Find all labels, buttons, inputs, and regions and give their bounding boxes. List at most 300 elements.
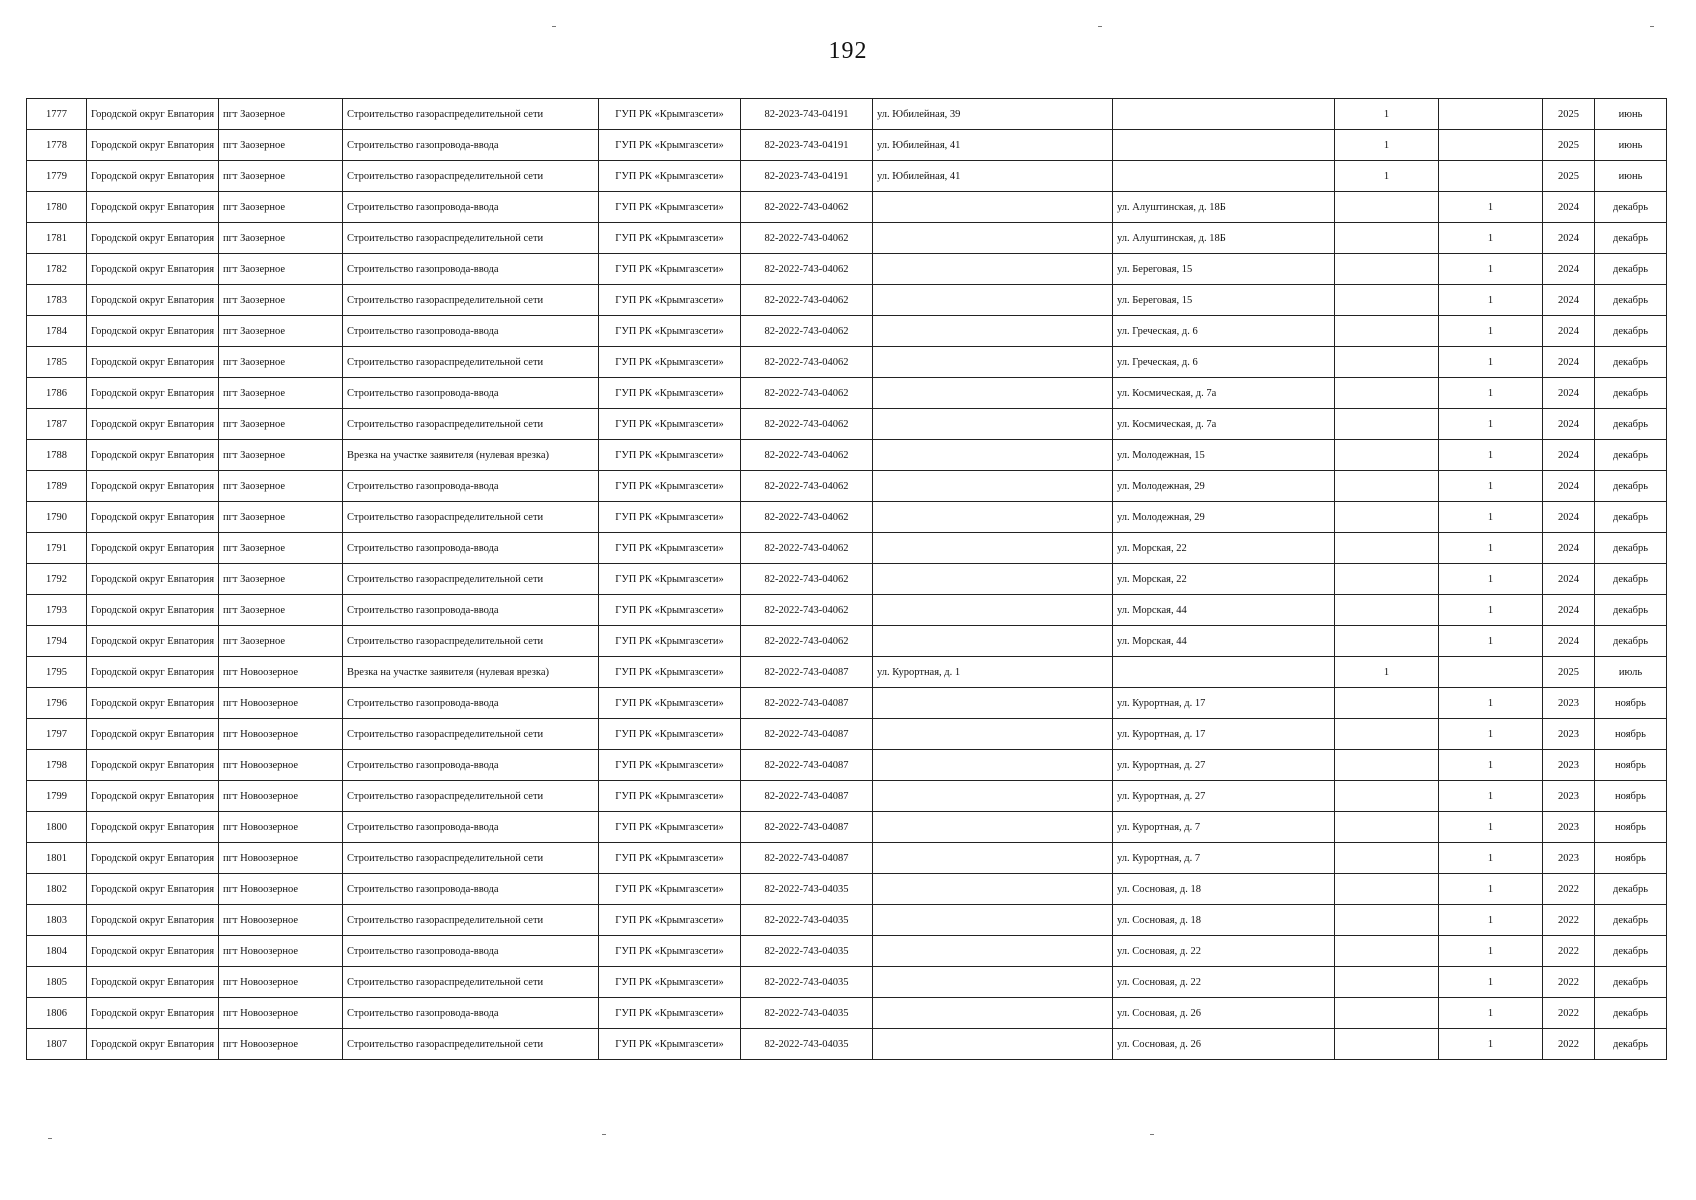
organization-cell: ГУП РК «Крымгазсети» [599,812,741,843]
district-cell: Городской округ Евпатория [87,998,219,1029]
organization-cell: ГУП РК «Крымгазсети» [599,254,741,285]
scan-speck [1650,26,1654,27]
address-cell-b: ул. Сосновая, д. 26 [1113,998,1335,1029]
table-row [27,347,1667,378]
count-cell-b: 1 [1439,719,1543,750]
month-cell: декабрь [1595,409,1667,440]
address-cell-a [873,843,1113,874]
table-row [27,874,1667,905]
table-row [27,254,1667,285]
month-cell: декабрь [1595,998,1667,1029]
address-cell-b: ул. Курортная, д. 7 [1113,812,1335,843]
month-cell: декабрь [1595,378,1667,409]
contract-number-cell: 82-2022-743-04062 [741,409,873,440]
year-cell: 2024 [1543,223,1595,254]
count-cell-b: 1 [1439,874,1543,905]
address-cell-b: ул. Морская, 44 [1113,626,1335,657]
contract-number-cell: 82-2022-743-04062 [741,626,873,657]
count-cell-a [1335,471,1439,502]
year-cell: 2022 [1543,1029,1595,1060]
year-cell: 2022 [1543,936,1595,967]
count-cell-b: 1 [1439,812,1543,843]
year-cell: 2022 [1543,967,1595,998]
district-cell: Городской округ Евпатория [87,440,219,471]
district-cell: Городской округ Евпатория [87,223,219,254]
count-cell-a [1335,502,1439,533]
work-type-cell: Строительство газораспределительной сети [343,719,599,750]
year-cell: 2023 [1543,688,1595,719]
work-type-cell: Строительство газопровода-ввода [343,378,599,409]
table-row [27,130,1667,161]
year-cell: 2023 [1543,843,1595,874]
count-cell-b: 1 [1439,781,1543,812]
address-cell-b: ул. Курортная, д. 7 [1113,843,1335,874]
work-type-cell: Строительство газораспределительной сети [343,99,599,130]
year-cell: 2025 [1543,99,1595,130]
table-row [27,161,1667,192]
row-number: 1803 [27,905,87,936]
organization-cell: ГУП РК «Крымгазсети» [599,99,741,130]
contract-number-cell: 82-2022-743-04035 [741,1029,873,1060]
count-cell-a [1335,254,1439,285]
contract-number-cell: 82-2022-743-04087 [741,843,873,874]
settlement-cell: пгт Заозерное [219,192,343,223]
year-cell: 2025 [1543,657,1595,688]
work-type-cell: Строительство газопровода-ввода [343,595,599,626]
month-cell: декабрь [1595,533,1667,564]
organization-cell: ГУП РК «Крымгазсети» [599,688,741,719]
organization-cell: ГУП РК «Крымгазсети» [599,564,741,595]
count-cell-a [1335,750,1439,781]
count-cell-a [1335,595,1439,626]
year-cell: 2024 [1543,192,1595,223]
month-cell: ноябрь [1595,843,1667,874]
contract-number-cell: 82-2022-743-04062 [741,347,873,378]
district-cell: Городской округ Евпатория [87,471,219,502]
organization-cell: ГУП РК «Крымгазсети» [599,626,741,657]
organization-cell: ГУП РК «Крымгазсети» [599,316,741,347]
address-cell-b: ул. Морская, 44 [1113,595,1335,626]
row-number: 1787 [27,409,87,440]
work-type-cell: Строительство газопровода-ввода [343,936,599,967]
address-cell-b: ул. Сосновая, д. 22 [1113,967,1335,998]
settlement-cell: пгт Новоозерное [219,874,343,905]
district-cell: Городской округ Евпатория [87,905,219,936]
address-cell-a: ул. Юбилейная, 41 [873,130,1113,161]
district-cell: Городской округ Евпатория [87,316,219,347]
count-cell-a [1335,285,1439,316]
count-cell-a [1335,192,1439,223]
scan-speck [48,1138,52,1139]
organization-cell: ГУП РК «Крымгазсети» [599,347,741,378]
month-cell: июль [1595,657,1667,688]
address-cell-a [873,254,1113,285]
work-type-cell: Строительство газораспределительной сети [343,564,599,595]
month-cell: декабрь [1595,905,1667,936]
month-cell: ноябрь [1595,750,1667,781]
settlement-cell: пгт Заозерное [219,130,343,161]
count-cell-b: 1 [1439,688,1543,719]
row-number: 1778 [27,130,87,161]
address-cell-a [873,533,1113,564]
address-cell-b: ул. Алуштинская, д. 18Б [1113,223,1335,254]
contract-number-cell: 82-2022-743-04062 [741,533,873,564]
district-cell: Городской округ Евпатория [87,285,219,316]
organization-cell: ГУП РК «Крымгазсети» [599,905,741,936]
district-cell: Городской округ Евпатория [87,1029,219,1060]
contract-number-cell: 82-2022-743-04062 [741,502,873,533]
district-cell: Городской округ Евпатория [87,874,219,905]
settlement-cell: пгт Новоозерное [219,812,343,843]
row-number: 1801 [27,843,87,874]
address-cell-b: ул. Молодежная, 15 [1113,440,1335,471]
row-number: 1799 [27,781,87,812]
district-cell: Городской округ Евпатория [87,378,219,409]
year-cell: 2023 [1543,750,1595,781]
work-type-cell: Строительство газопровода-ввода [343,130,599,161]
address-cell-b: ул. Береговая, 15 [1113,254,1335,285]
settlement-cell: пгт Новоозерное [219,781,343,812]
work-type-cell: Строительство газораспределительной сети [343,843,599,874]
address-cell-a [873,750,1113,781]
work-type-cell: Строительство газопровода-ввода [343,533,599,564]
settlement-cell: пгт Заозерное [219,285,343,316]
count-cell-b: 1 [1439,347,1543,378]
work-type-cell: Строительство газораспределительной сети [343,161,599,192]
table-row [27,967,1667,998]
row-number: 1806 [27,998,87,1029]
scan-speck [1098,26,1102,27]
contract-number-cell: 82-2022-743-04087 [741,657,873,688]
address-cell-a [873,688,1113,719]
count-cell-a [1335,967,1439,998]
row-number: 1782 [27,254,87,285]
contract-number-cell: 82-2022-743-04062 [741,223,873,254]
count-cell-a: 1 [1335,161,1439,192]
row-number: 1786 [27,378,87,409]
count-cell-b: 1 [1439,192,1543,223]
count-cell-a: 1 [1335,657,1439,688]
address-cell-a: ул. Юбилейная, 41 [873,161,1113,192]
table-row [27,533,1667,564]
count-cell-a [1335,998,1439,1029]
month-cell: декабрь [1595,967,1667,998]
row-number: 1794 [27,626,87,657]
table-row [27,626,1667,657]
settlement-cell: пгт Заозерное [219,440,343,471]
month-cell: декабрь [1595,502,1667,533]
month-cell: декабрь [1595,440,1667,471]
table-row [27,719,1667,750]
year-cell: 2024 [1543,440,1595,471]
table-row [27,440,1667,471]
count-cell-a [1335,626,1439,657]
district-cell: Городской округ Евпатория [87,409,219,440]
row-number: 1804 [27,936,87,967]
organization-cell: ГУП РК «Крымгазсети» [599,936,741,967]
row-number: 1784 [27,316,87,347]
address-cell-b: ул. Сосновая, д. 18 [1113,905,1335,936]
district-cell: Городской округ Евпатория [87,719,219,750]
year-cell: 2024 [1543,595,1595,626]
address-cell-b: ул. Космическая, д. 7а [1113,378,1335,409]
address-cell-b: ул. Греческая, д. 6 [1113,316,1335,347]
address-cell-b: ул. Курортная, д. 27 [1113,750,1335,781]
address-cell-b: ул. Сосновая, д. 26 [1113,1029,1335,1060]
contract-number-cell: 82-2023-743-04191 [741,130,873,161]
district-cell: Городской округ Евпатория [87,843,219,874]
address-cell-b: ул. Алуштинская, д. 18Б [1113,192,1335,223]
row-number: 1779 [27,161,87,192]
count-cell-b: 1 [1439,750,1543,781]
count-cell-a [1335,1029,1439,1060]
contract-number-cell: 82-2022-743-04035 [741,874,873,905]
row-number: 1805 [27,967,87,998]
district-cell: Городской округ Евпатория [87,936,219,967]
row-number: 1802 [27,874,87,905]
work-type-cell: Строительство газопровода-ввода [343,471,599,502]
address-cell-a: ул. Курортная, д. 1 [873,657,1113,688]
district-cell: Городской округ Евпатория [87,192,219,223]
row-number: 1785 [27,347,87,378]
district-cell: Городской округ Евпатория [87,99,219,130]
address-cell-b: ул. Курортная, д. 17 [1113,719,1335,750]
address-cell-a [873,905,1113,936]
count-cell-a [1335,719,1439,750]
address-cell-a [873,874,1113,905]
address-cell-a: ул. Юбилейная, 39 [873,99,1113,130]
contract-number-cell: 82-2022-743-04087 [741,812,873,843]
row-number: 1800 [27,812,87,843]
address-cell-a [873,192,1113,223]
settlement-cell: пгт Заозерное [219,254,343,285]
count-cell-a [1335,843,1439,874]
row-number: 1783 [27,285,87,316]
table-row [27,409,1667,440]
address-cell-b [1113,657,1335,688]
count-cell-a [1335,223,1439,254]
organization-cell: ГУП РК «Крымгазсети» [599,657,741,688]
work-type-cell: Строительство газораспределительной сети [343,905,599,936]
organization-cell: ГУП РК «Крымгазсети» [599,192,741,223]
settlement-cell: пгт Заозерное [219,161,343,192]
table-row [27,378,1667,409]
year-cell: 2024 [1543,347,1595,378]
count-cell-b: 1 [1439,316,1543,347]
row-number: 1795 [27,657,87,688]
settlement-cell: пгт Заозерное [219,626,343,657]
year-cell: 2025 [1543,161,1595,192]
contract-number-cell: 82-2022-743-04035 [741,967,873,998]
district-cell: Городской округ Евпатория [87,657,219,688]
settlement-cell: пгт Новоозерное [219,998,343,1029]
table-row [27,936,1667,967]
month-cell: ноябрь [1595,688,1667,719]
month-cell: декабрь [1595,874,1667,905]
count-cell-a [1335,688,1439,719]
year-cell: 2025 [1543,130,1595,161]
table-row [27,843,1667,874]
district-cell: Городской округ Евпатория [87,130,219,161]
organization-cell: ГУП РК «Крымгазсети» [599,1029,741,1060]
address-cell-b [1113,99,1335,130]
count-cell-b: 1 [1439,502,1543,533]
month-cell: декабрь [1595,316,1667,347]
count-cell-b: 1 [1439,843,1543,874]
address-cell-b: ул. Молодежная, 29 [1113,502,1335,533]
count-cell-a [1335,378,1439,409]
work-type-cell: Врезка на участке заявителя (нулевая врезка) [343,657,599,688]
table-row [27,564,1667,595]
address-cell-b: ул. Греческая, д. 6 [1113,347,1335,378]
settlement-cell: пгт Новоозерное [219,936,343,967]
count-cell-b [1439,130,1543,161]
year-cell: 2024 [1543,471,1595,502]
year-cell: 2024 [1543,254,1595,285]
contract-number-cell: 82-2022-743-04062 [741,316,873,347]
count-cell-b: 1 [1439,936,1543,967]
count-cell-a [1335,936,1439,967]
contract-number-cell: 82-2023-743-04191 [741,99,873,130]
settlement-cell: пгт Заозерное [219,595,343,626]
contract-number-cell: 82-2022-743-04062 [741,564,873,595]
row-number: 1780 [27,192,87,223]
contract-number-cell: 82-2022-743-04087 [741,781,873,812]
month-cell: декабрь [1595,595,1667,626]
count-cell-a: 1 [1335,99,1439,130]
settlement-cell: пгт Новоозерное [219,905,343,936]
contract-number-cell: 82-2022-743-04035 [741,905,873,936]
contract-number-cell: 82-2022-743-04062 [741,471,873,502]
count-cell-b [1439,161,1543,192]
contract-number-cell: 82-2022-743-04062 [741,192,873,223]
count-cell-b [1439,657,1543,688]
organization-cell: ГУП РК «Крымгазсети» [599,130,741,161]
month-cell: декабрь [1595,626,1667,657]
table-row [27,1029,1667,1060]
address-cell-a [873,998,1113,1029]
work-type-cell: Строительство газораспределительной сети [343,967,599,998]
address-cell-b: ул. Курортная, д. 17 [1113,688,1335,719]
month-cell: декабрь [1595,254,1667,285]
address-cell-a [873,223,1113,254]
count-cell-a [1335,533,1439,564]
organization-cell: ГУП РК «Крымгазсети» [599,440,741,471]
count-cell-a [1335,812,1439,843]
organization-cell: ГУП РК «Крымгазсети» [599,719,741,750]
scan-speck [552,26,556,27]
organization-cell: ГУП РК «Крымгазсети» [599,843,741,874]
contract-number-cell: 82-2022-743-04087 [741,750,873,781]
count-cell-a: 1 [1335,130,1439,161]
settlement-cell: пгт Новоозерное [219,657,343,688]
settlement-cell: пгт Заозерное [219,347,343,378]
address-cell-b: ул. Молодежная, 29 [1113,471,1335,502]
district-cell: Городской округ Евпатория [87,502,219,533]
scan-speck [1150,1134,1154,1135]
address-cell-a [873,409,1113,440]
count-cell-b: 1 [1439,564,1543,595]
table-row [27,223,1667,254]
count-cell-b: 1 [1439,595,1543,626]
address-cell-a [873,719,1113,750]
table-row [27,998,1667,1029]
month-cell: декабрь [1595,285,1667,316]
registry-rows [27,99,1667,1060]
address-cell-a [873,967,1113,998]
count-cell-b: 1 [1439,223,1543,254]
district-cell: Городской округ Евпатория [87,533,219,564]
count-cell-a [1335,874,1439,905]
organization-cell: ГУП РК «Крымгазсети» [599,595,741,626]
year-cell: 2024 [1543,564,1595,595]
work-type-cell: Строительство газораспределительной сети [343,781,599,812]
row-number: 1790 [27,502,87,533]
year-cell: 2024 [1543,626,1595,657]
month-cell: декабрь [1595,564,1667,595]
address-cell-a [873,440,1113,471]
year-cell: 2024 [1543,285,1595,316]
contract-number-cell: 82-2022-743-04062 [741,254,873,285]
contract-number-cell: 82-2022-743-04035 [741,998,873,1029]
address-cell-a [873,316,1113,347]
count-cell-b: 1 [1439,378,1543,409]
count-cell-b: 1 [1439,440,1543,471]
organization-cell: ГУП РК «Крымгазсети» [599,502,741,533]
contract-number-cell: 82-2022-743-04062 [741,378,873,409]
address-cell-a [873,502,1113,533]
organization-cell: ГУП РК «Крымгазсети» [599,471,741,502]
contract-number-cell: 82-2022-743-04062 [741,440,873,471]
work-type-cell: Строительство газопровода-ввода [343,998,599,1029]
settlement-cell: пгт Заозерное [219,564,343,595]
count-cell-b: 1 [1439,1029,1543,1060]
month-cell: декабрь [1595,936,1667,967]
organization-cell: ГУП РК «Крымгазсети» [599,781,741,812]
organization-cell: ГУП РК «Крымгазсети» [599,409,741,440]
settlement-cell: пгт Заозерное [219,316,343,347]
contract-number-cell: 82-2022-743-04087 [741,688,873,719]
month-cell: декабрь [1595,1029,1667,1060]
contract-number-cell: 82-2022-743-04087 [741,719,873,750]
month-cell: июнь [1595,130,1667,161]
address-cell-b: ул. Морская, 22 [1113,564,1335,595]
contract-number-cell: 82-2022-743-04035 [741,936,873,967]
year-cell: 2024 [1543,502,1595,533]
count-cell-b [1439,99,1543,130]
settlement-cell: пгт Заозерное [219,378,343,409]
month-cell: ноябрь [1595,719,1667,750]
table-row [27,471,1667,502]
row-number: 1788 [27,440,87,471]
work-type-cell: Строительство газопровода-ввода [343,316,599,347]
month-cell: декабрь [1595,471,1667,502]
count-cell-a [1335,316,1439,347]
table-row [27,905,1667,936]
year-cell: 2023 [1543,719,1595,750]
organization-cell: ГУП РК «Крымгазсети» [599,285,741,316]
year-cell: 2023 [1543,781,1595,812]
settlement-cell: пгт Заозерное [219,533,343,564]
address-cell-a [873,936,1113,967]
district-cell: Городской округ Евпатория [87,595,219,626]
year-cell: 2023 [1543,812,1595,843]
district-cell: Городской округ Евпатория [87,688,219,719]
count-cell-b: 1 [1439,409,1543,440]
address-cell-b [1113,130,1335,161]
count-cell-b: 1 [1439,254,1543,285]
month-cell: ноябрь [1595,781,1667,812]
